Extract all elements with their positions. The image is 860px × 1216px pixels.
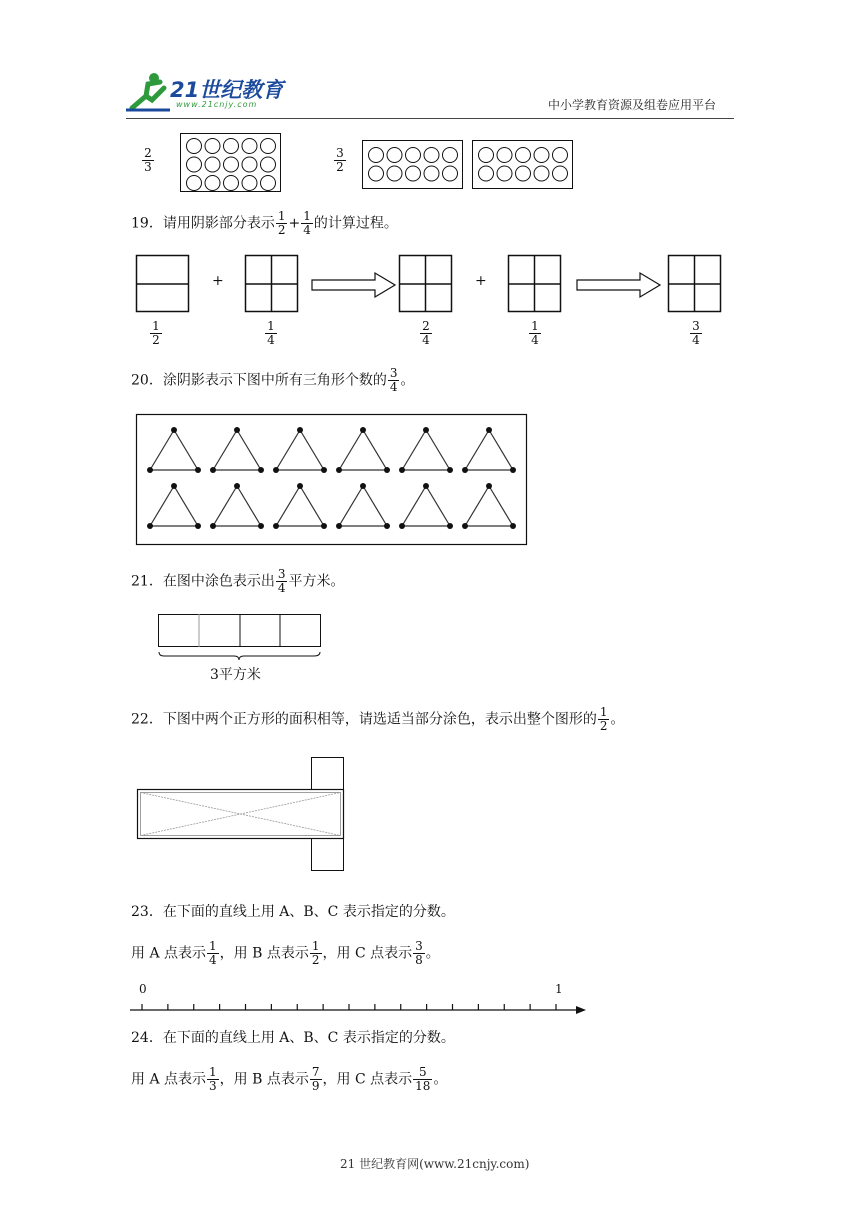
question-19: 19．请用阴影部分表示 $\frac{1}{2}$ + $\frac{1}{4}$ 的计算过程。 (131, 209, 398, 237)
strip-of-four (158, 614, 322, 660)
label-two-quarters: 2 4 (414, 320, 438, 347)
circle (187, 139, 202, 154)
circle (516, 166, 531, 181)
question-21: 21．在图中涂色表示出 $\frac{3}{4}$ 平方米。 (131, 567, 345, 595)
plus-sign-1: + (212, 273, 224, 289)
triangle (147, 427, 201, 473)
question-23-instructions: 用 A 点表示 $\frac{1}{4}$ ，用 B 点表示 $\frac{1}{2}$ ，用 C 点表示 $\frac{3}{8}$ 。 (131, 939, 440, 967)
circle (261, 139, 276, 154)
circle (224, 157, 239, 172)
arrow-right-icon (311, 272, 397, 298)
circle (479, 148, 494, 163)
site-logo (124, 70, 294, 114)
triangle (147, 483, 201, 529)
plus-sign-2: + (475, 273, 487, 289)
circle (424, 148, 439, 163)
platform-name: 中小学教育资源及组卷应用平台 (548, 98, 717, 112)
triangle (336, 483, 390, 529)
triangle (399, 483, 453, 529)
circle (242, 157, 257, 172)
brace-label: 3平方米 (210, 667, 261, 683)
square-halves (136, 255, 190, 313)
arrow-right-icon (576, 272, 662, 298)
circle (534, 166, 549, 181)
circle (205, 157, 220, 172)
circle (443, 166, 458, 181)
question-22: 22．下图中两个正方形的面积相等，请选适当部分涂色，表示出整个图形的 $\frac{1}{2}$ 。 (131, 705, 625, 733)
square-quarters-2 (399, 255, 453, 313)
circle (516, 148, 531, 163)
label-half: 1 2 (144, 320, 168, 347)
footer-text: 21 世纪教育网(www.21cnjy.com) (340, 1157, 530, 1171)
logo-url: www.21cnjy.com (176, 100, 258, 109)
circle (443, 148, 458, 163)
label-quarter-2: 1 4 (523, 320, 547, 347)
number-line (130, 1000, 590, 1020)
square-quarters-4 (668, 255, 722, 313)
top-left-fraction: 2 3 (136, 147, 160, 174)
circle-grid-2x5-a (362, 140, 464, 192)
triangle (336, 427, 390, 473)
runner-logo-icon (124, 70, 172, 112)
question-20: 20．涂阴影表示下图中所有三角形个数的 $\frac{3}{4}$ 。 (131, 366, 415, 394)
circle (369, 148, 384, 163)
circle (424, 166, 439, 181)
circle (553, 166, 568, 181)
circle (534, 148, 549, 163)
circle (205, 139, 220, 154)
circle (406, 148, 421, 163)
top-right-fraction: 3 2 (328, 147, 352, 174)
square-quarters-1 (245, 255, 299, 313)
circle (387, 148, 402, 163)
t-shape-figure (137, 757, 349, 873)
circle (497, 166, 512, 181)
circle-grid-3x5 (180, 133, 282, 193)
question-24-instructions: 用 A 点表示 $\frac{1}{3}$ ，用 B 点表示 $\frac{7}{9}$ ，用 C 点表示 $\frac{5}{18}$ 。 (131, 1065, 448, 1093)
circle (553, 148, 568, 163)
triangle (273, 427, 327, 473)
circle (187, 176, 202, 191)
triangle (210, 483, 264, 529)
circle (497, 148, 512, 163)
triangle (399, 427, 453, 473)
axis-start-label: 0 (139, 982, 147, 996)
circle (242, 139, 257, 154)
triangle (210, 427, 264, 473)
circle (387, 166, 402, 181)
circle (406, 166, 421, 181)
triangle (273, 483, 327, 529)
header-rule (126, 118, 734, 119)
circle (261, 176, 276, 191)
circle (369, 166, 384, 181)
square-quarters-3 (508, 255, 562, 313)
label-three-quarters: 3 4 (684, 320, 708, 347)
label-quarter-1: 1 4 (259, 320, 283, 347)
triangle (462, 427, 516, 473)
question-23-title: 23．在下面的直线上用 A、B、C 表示指定的分数。 (131, 904, 455, 920)
triangle-grid (136, 414, 528, 546)
question-24-title: 24．在下面的直线上用 A、B、C 表示指定的分数。 (131, 1030, 455, 1046)
circle (187, 157, 202, 172)
axis-end-label: 1 (555, 982, 563, 996)
logo-text: 21世纪教育 (170, 78, 284, 102)
circle (224, 139, 239, 154)
circle (242, 176, 257, 191)
triangle (462, 483, 516, 529)
circle (205, 176, 220, 191)
circle (261, 157, 276, 172)
circle-grid-2x5-b (472, 140, 574, 192)
circle (479, 166, 494, 181)
circle (224, 176, 239, 191)
